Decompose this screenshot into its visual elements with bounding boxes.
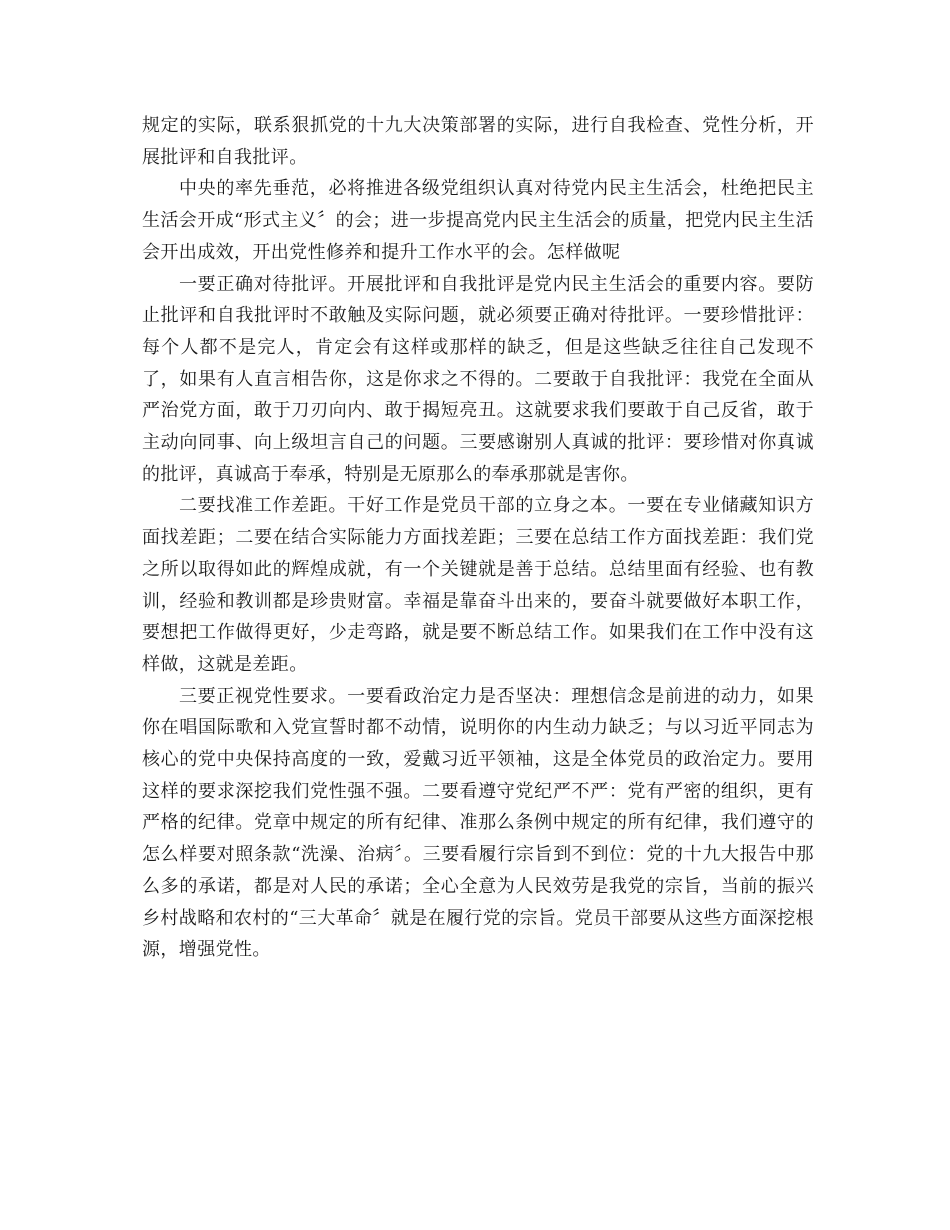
paragraph-continuation: 规定的实际，联系狠抓党的十九大决策部署的实际，进行自我检查、党性分析，开展批评和自我批评。 [142, 115, 814, 168]
document-body [142, 110, 814, 966]
paragraph-work-gap: 二要找准工作差距。干好工作是党员干部的立身之本。一要在专业储藏知识方面找差距；二要在结合实际能力方面找差距；三要在总结工作方面找差距：我们党之所以取得如此的辉煌成就，有一个关键就是善于总结。总结里面有经验、也有教训，经验和教训都是珍贵财富。幸福是靠奋斗出来的，要奋斗就要做好本职工作，要想把工作做得更好，少走弯路，就是要不断总结工作。如果我们在工作中没有这样做，这就是差距。 [142, 495, 814, 675]
paragraph-party-spirit: 三要正视党性要求。一要看政治定力是否坚决：理想信念是前进的动力，如果你在唱国际歌和入党宣誓时都不动情，说明你的内生动力缺乏；与以习近平同志为核心的党中央保持高度的一致，爱戴习近平领袖，这是全体党员的政治定力。要用这样的要求深挖我们党性强不强。二要看遵守党纪严不严：党有严密的组织，更有严格的纪律。党章中规定的所有纪律、准那么条例中规定的所有纪律，我们遵守的怎么样要对照条款“洗澡、治病〞。三要看履行宗旨到不到位：党的十九大报告中那么多的承诺，都是对人民的承诺；全心全意为人民效劳是我党的宗旨，当前的振兴乡村战略和农村的“三大革命〞就是在履行党的宗旨。党员干部要从这些方面深挖根源，增强党性。 [142, 685, 814, 961]
paragraph-central-example: 中央的率先垂范，必将推进各级党组织认真对待党内民主生活会，杜绝把民主生活会开成“形式主义〞的会；进一步提高党内民主生活会的质量，把党内民主生活会开出成效，开出党性修养和提升工作水平的会。怎样做呢 [142, 178, 814, 263]
paragraph-criticism: 一要正确对待批评。开展批评和自我批评是党内民主生活会的重要内容。要防止批评和自我批评时不敢触及实际问题，就必须要正确对待批评。一要珍惜批评：每个人都不是完人，肯定会有这样或那样的缺乏，但是这些缺乏往往自己发现不了，如果有人直言相告你，这是你求之不得的。二要敢于自我批评：我党在全面从严治党方面，敢于刀刃向内、敢于揭短亮丑。这就要求我们要敢于自己反省，敢于主动向同事、向上级坦言自己的问题。三要感谢别人真诚的批评：要珍惜对你真诚的批评，真诚高于奉承，特别是无原那么的奉承那就是害你。 [142, 273, 814, 485]
